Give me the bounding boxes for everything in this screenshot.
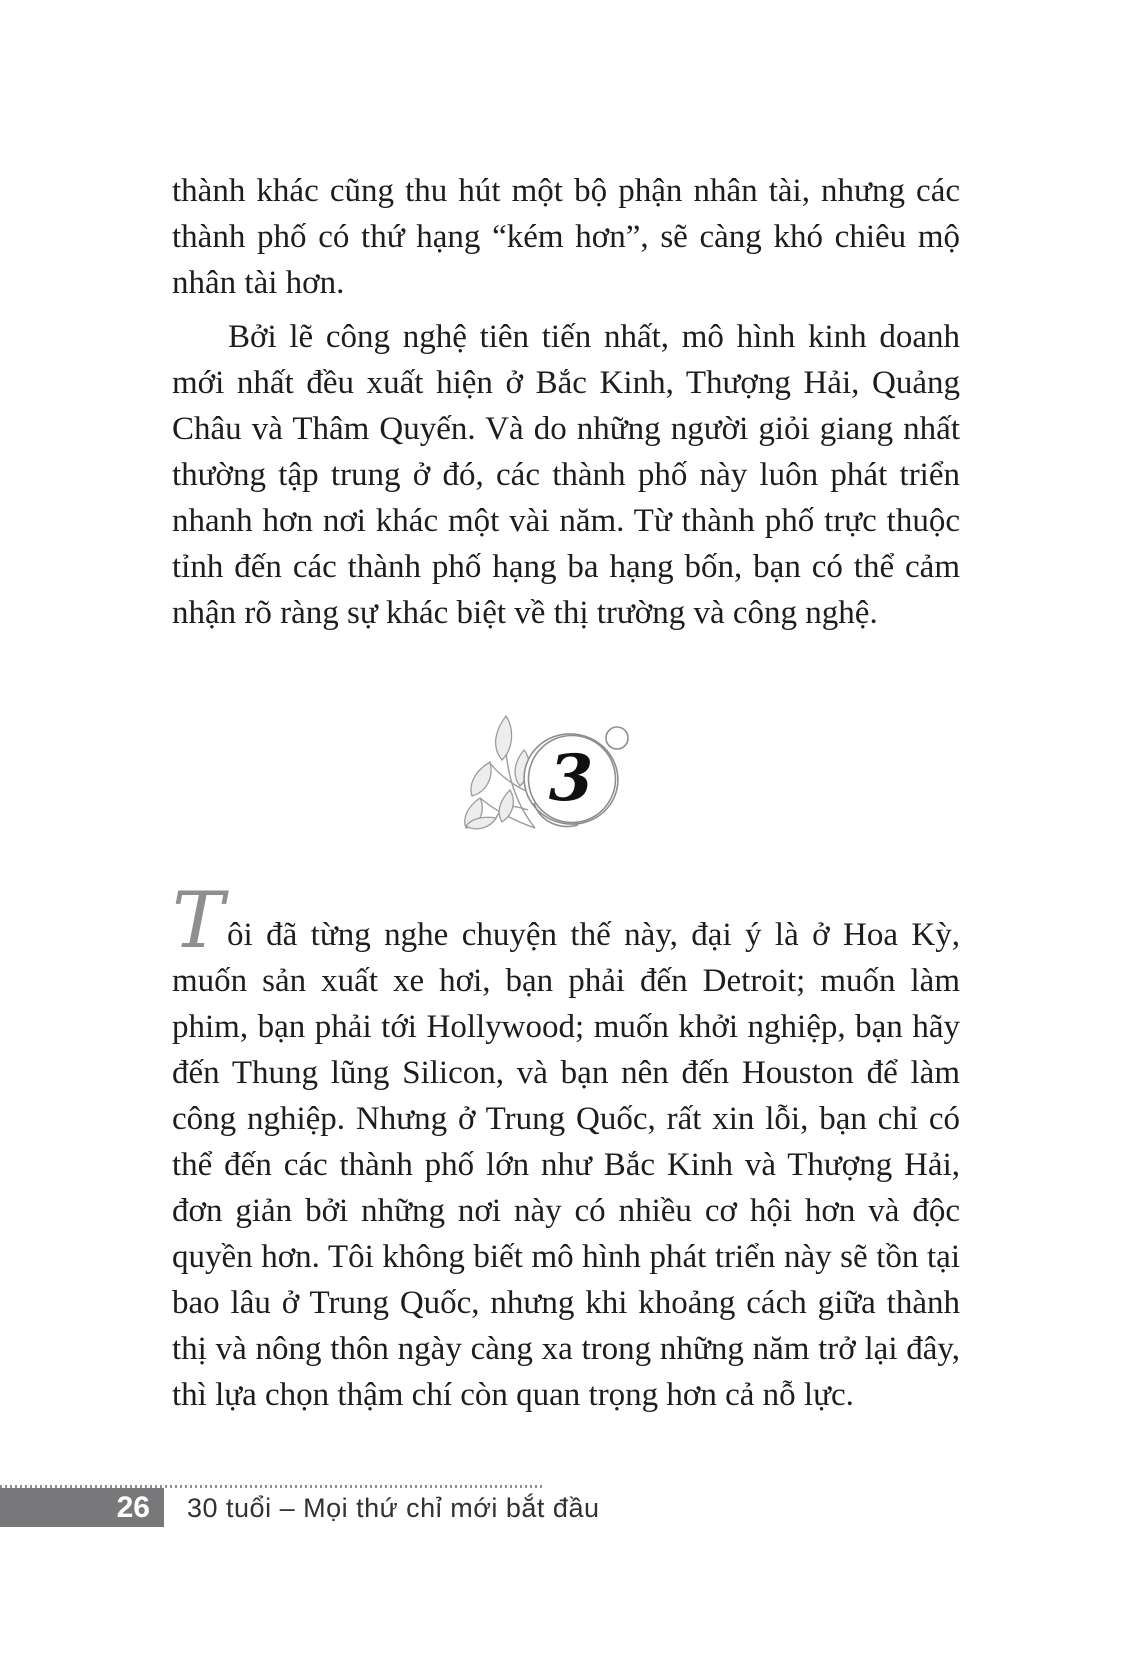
section-paragraph bbox=[172, 876, 960, 1418]
drop-cap-letter: T bbox=[172, 876, 223, 966]
paragraph-continuation: thành khác cũng thu hút một bộ phận nhân tài, nhưng các thành phố có thứ hạng “kém hơn”, sẽ càng khó chiêu mộ nhân tài hơn. bbox=[172, 173, 960, 301]
page-footer bbox=[0, 1485, 1126, 1535]
section-divider-ornament-icon bbox=[440, 698, 660, 843]
page-number-badge bbox=[0, 1488, 164, 1527]
section-text-block bbox=[172, 876, 960, 1418]
section-paragraph-text: ôi đã từng nghe chuyện thế này, đại ý là ở Hoa Kỳ, muốn sản xuất xe hơi, bạn phải đến Detroit; muốn làm phim, bạn phải tới Hollywood; muốn khởi nghiệp, bạn hãy đến Thung lũng Silicon, và bạn nên đến Houston để làm công nghiệp. Nhưng ở Trung Quốc, rất xin lỗi, bạn chỉ có thể đến các thành phố lớn như Bắc Kinh và Thượng Hải, đơn giản bởi những nơi này có nhiều cơ hội hơn và độc quyền hơn. Tôi không biết mô hình phát triển này sẽ tồn tại bao lâu ở Trung Quốc, nhưng khi khoảng cách giữa thành thị và nông thôn ngày càng xa trong những năm trở lại đây, thì lựa chọn thậm chí còn quan trọng hơn cả nỗ lực. bbox=[172, 917, 960, 1413]
section-number: 3 bbox=[548, 741, 594, 816]
body-text-block bbox=[172, 168, 960, 636]
small-circle-icon bbox=[606, 727, 628, 749]
footer-book-title: 30 tuổi – Mọi thứ chỉ mới bắt đầu bbox=[187, 1493, 600, 1523]
paragraph: Bởi lẽ công nghệ tiên tiến nhất, mô hình kinh doanh mới nhất đều xuất hiện ở Bắc Kinh, Thượng Hải, Quảng Châu và Thâm Quyến. Và do những người giỏi giang nhất thường tập trung ở đó, các thành phố này luôn phát triển nhanh hơn nơi khác một vài năm. Từ thành phố trực thuộc tỉnh đến các thành phố hạng ba hạng bốn, bạn có thể cảm nhận rõ ràng sự khác biệt về thị trường và công nghệ. bbox=[172, 319, 960, 631]
section-divider bbox=[440, 698, 660, 843]
page-number: 26 bbox=[116, 1490, 150, 1524]
